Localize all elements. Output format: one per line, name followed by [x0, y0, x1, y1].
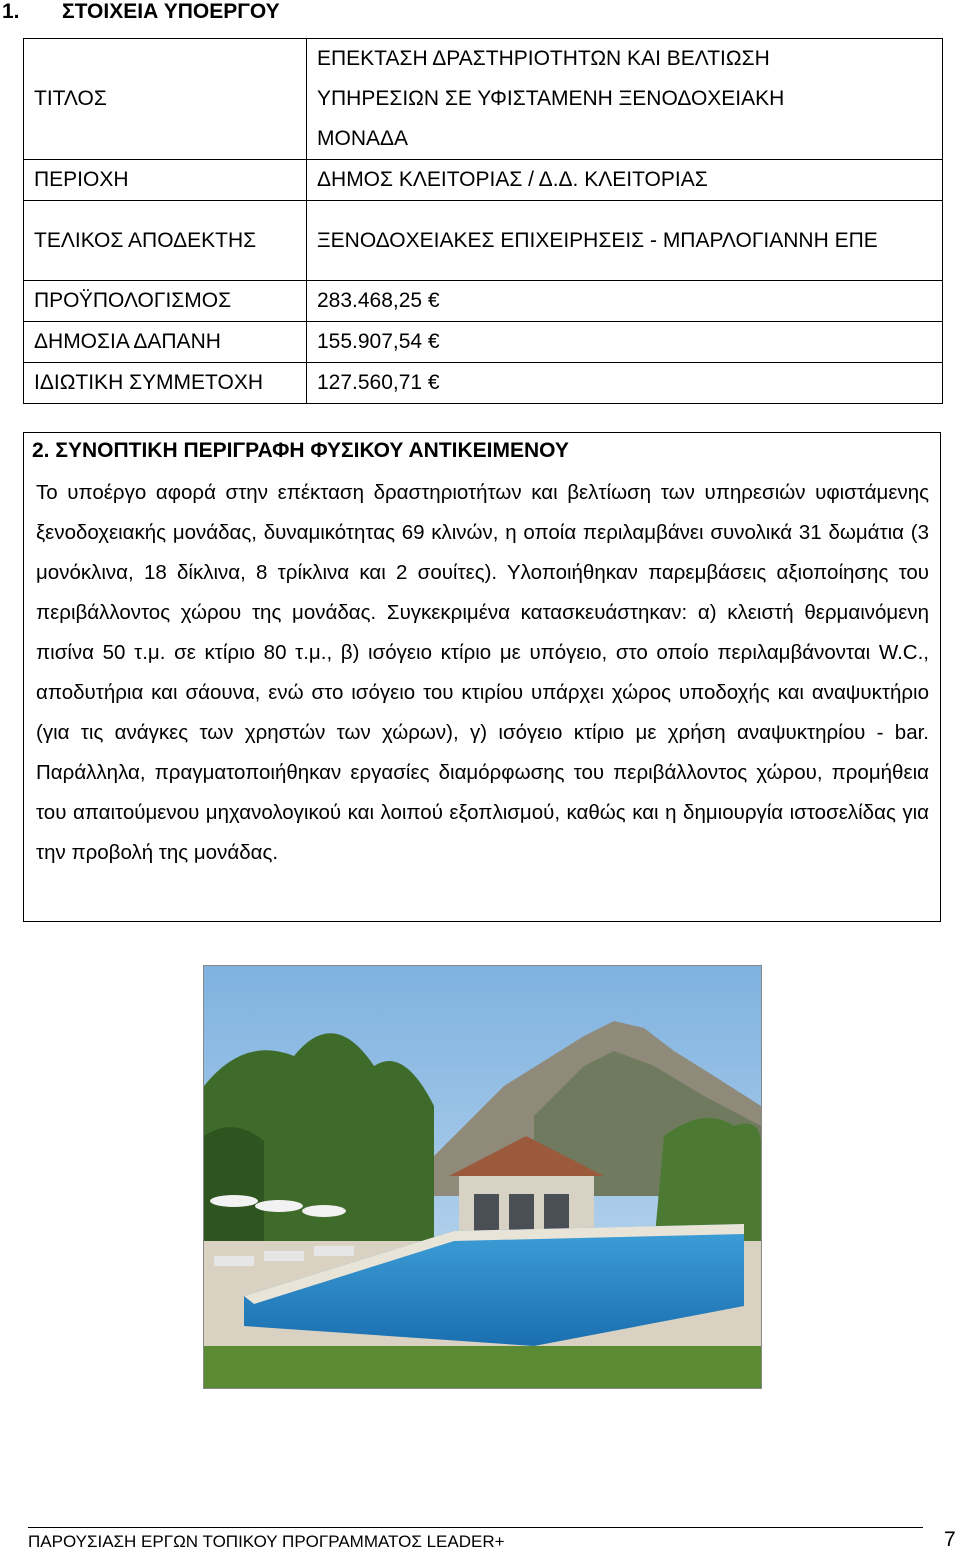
table-row: [24, 39, 943, 160]
row-label: ΤΙΤΛΟΣ: [24, 39, 307, 160]
page-number: 7: [944, 1528, 956, 1551]
row-value: ΔΗΜΟΣ ΚΛΕΙΤΟΡΙΑΣ / Δ.Δ. ΚΛΕΙΤΟΡΙΑΣ: [307, 160, 943, 201]
row-value: ΞΕΝΟΔΟΧΕΙΑΚΕΣ ΕΠΙΧΕΙΡΗΣΕΙΣ - ΜΠΑΡΛΟΓΙΑΝΝΗ ΕΠΕ: [307, 201, 943, 281]
row-value: 155.907,54 €: [307, 322, 943, 363]
hotel-pool-photo: [203, 965, 762, 1389]
row-label: ΠΡΟΫΠΟΛΟΓΙΣΜΟΣ: [24, 281, 307, 322]
row-value: 283.468,25 €: [307, 281, 943, 322]
table-row: [24, 201, 943, 281]
table-row: [24, 160, 943, 201]
section1-heading: [2, 0, 280, 24]
row-label: ΤΕΛΙΚΟΣ ΑΠΟΔΕΚΤΗΣ: [24, 201, 307, 281]
section2-body: Το υποέργο αφορά στην επέκταση δραστηριοτήτων και βελτίωση των υπηρεσιών υφιστάμενης ξενοδοχειακής μονάδας, δυναμικότητας 69 κλινών, η οποία περιλαμβάνει συνολικά 31 δωμάτια (3 μονόκλινα, 18 δίκλινα, 8 τρίκλινα και 2 σουίτες). Υλοποιήθηκαν παρεμβάσεις αξιοποίησης του περιβάλλοντος χώρου της μονάδας. Συγκεκριμένα κατασκευάστηκαν: α) κλειστή θερμαινόμενη πισίνα 50 τ.μ. σε κτίριο 80 τ.μ., β) ισόγειο κτίριο με υπόγειο, στο οποίο περιλαμβάνονται W.C., αποδυτήρια και σάουνα, ενώ στο ισόγειο του κτιρίου υπάρχει χώρος υποδοχής και αναψυκτήριο (για τις ανάγκες των χρηστών των χώρων), γ) ισόγειο κτίριο με χρήση αναψυκτηρίου - bar. Παράλληλα, πραγματοποιήθηκαν εργασίες διαμόρφωσης του περιβάλλοντος χώρου, προμήθεια του απαιτούμενου μηχανολογικού και λοιπού εξοπλισμού, καθώς και η δημιουργία ιστοσελίδας για την προβολή της μονάδας.: [36, 481, 929, 864]
section2-title: 2. ΣΥΝΟΠΤΙΚΗ ΠΕΡΙΓΡΑΦΗ ΦΥΣΙΚΟΥ ΑΝΤΙΚΕΙΜΕΝΟΥ: [32, 439, 569, 462]
project-info-table: [23, 38, 943, 404]
description-section: [23, 432, 941, 922]
row-value: 127.560,71 €: [307, 363, 943, 404]
footer-divider: [28, 1527, 923, 1528]
pool-illustration: [204, 966, 761, 1388]
row-label: ΔΗΜΟΣΙΑ ΔΑΠΑΝΗ: [24, 322, 307, 363]
row-label: ΙΔΙΩΤΙΚΗ ΣΥΜΜΕΤΟΧΗ: [24, 363, 307, 404]
table-row: [24, 363, 943, 404]
row-value: ΕΠΕΚΤΑΣΗ ΔΡΑΣΤΗΡΙΟΤΗΤΩΝ ΚΑΙ ΒΕΛΤΙΩΣΗ ΥΠΗΡΕΣΙΩΝ ΣΕ ΥΦΙΣΤΑΜΕΝΗ ΞΕΝΟΔΟΧΕΙΑΚΗ ΜΟΝΑΔΑ: [307, 39, 943, 160]
footer-text: ΠΑΡΟΥΣΙΑΣΗ ΕΡΓΩΝ ΤΟΠΙΚΟΥ ΠΡΟΓΡΑΜΜΑΤΟΣ LEADER+: [28, 1532, 505, 1551]
table-row: [24, 281, 943, 322]
table-row: [24, 322, 943, 363]
section1-number: 1.: [2, 0, 20, 23]
row-label: ΠΕΡΙΟΧΗ: [24, 160, 307, 201]
section1-title: ΣΤΟΙΧΕΙΑ ΥΠΟΕΡΓΟΥ: [62, 0, 280, 23]
